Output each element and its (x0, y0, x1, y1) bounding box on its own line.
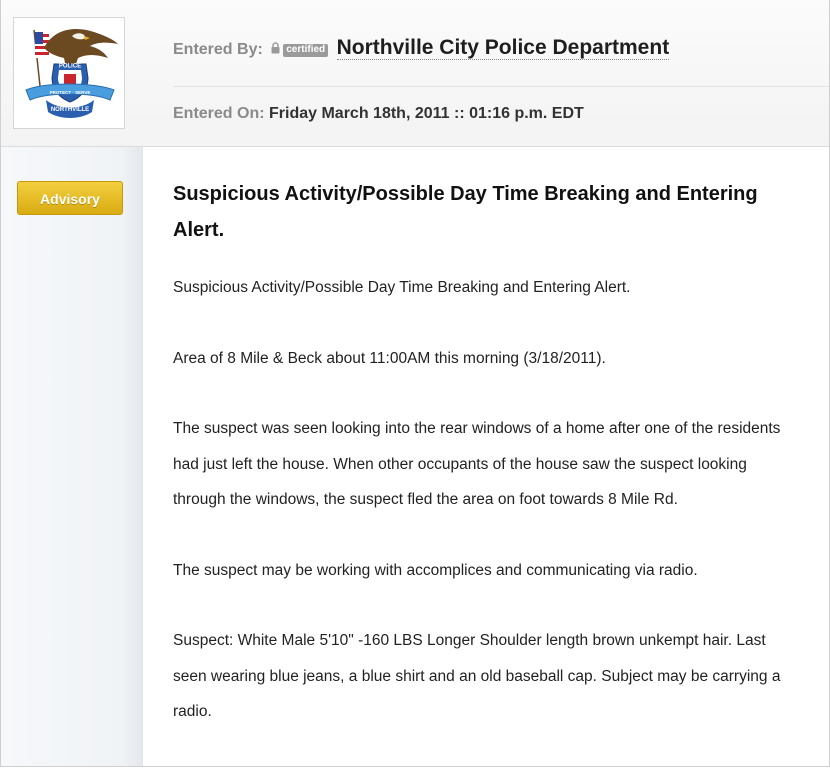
advisory-badge[interactable]: Advisory (17, 181, 123, 215)
entered-on-label: Entered On: (173, 105, 265, 122)
police-badge-eagle-logo-icon (14, 18, 124, 128)
entered-on-row (173, 88, 829, 144)
post-title: Suspicious Activity/Possible Day Time Breaking and Entering Alert. (173, 183, 758, 241)
post-paragraph: The suspect may be working with accomplices and communicating via radio. (173, 561, 698, 579)
svg-text:POLICE: POLICE (58, 63, 82, 70)
entered-on-date: Friday March 18th, 2011 :: 01:16 p.m. EDT (269, 105, 584, 122)
post-paragraph: Suspect: White Male 5'10" -160 LBS Longer Shoulder length brown unkempt hair. Last seen wearing blue jeans, a blue shirt and an old baseball cap. Subject may be carrying a radio. (173, 632, 781, 720)
category-sidebar (1, 147, 143, 767)
post-header (1, 0, 829, 147)
department-link[interactable]: Northville City Police Department (336, 36, 670, 59)
entered-by-row (173, 26, 829, 87)
certified-badge: certified (283, 44, 328, 57)
agency-logo[interactable] (13, 17, 125, 129)
post-paragraph: Area of 8 Mile & Beck about 11:00AM this morning (3/18/2011). (173, 349, 606, 367)
post-paragraph: Suspicious Activity/Possible Day Time Breaking and Entering Alert. (173, 279, 631, 296)
svg-text:NORTHVILLE: NORTHVILLE (50, 107, 90, 113)
entered-by-label: Entered By: (173, 41, 263, 58)
post-paragraph: The suspect was seen looking into the rear windows of a home after one of the residents had just left the house. When other occupants of the house saw the suspect looking through the windows, the suspect fled the area on foot towards 8 Mile Rd. (173, 420, 781, 508)
svg-text:PROTECT · SERVE: PROTECT · SERVE (49, 90, 91, 95)
lock-icon (271, 42, 280, 54)
post-content (173, 176, 793, 730)
